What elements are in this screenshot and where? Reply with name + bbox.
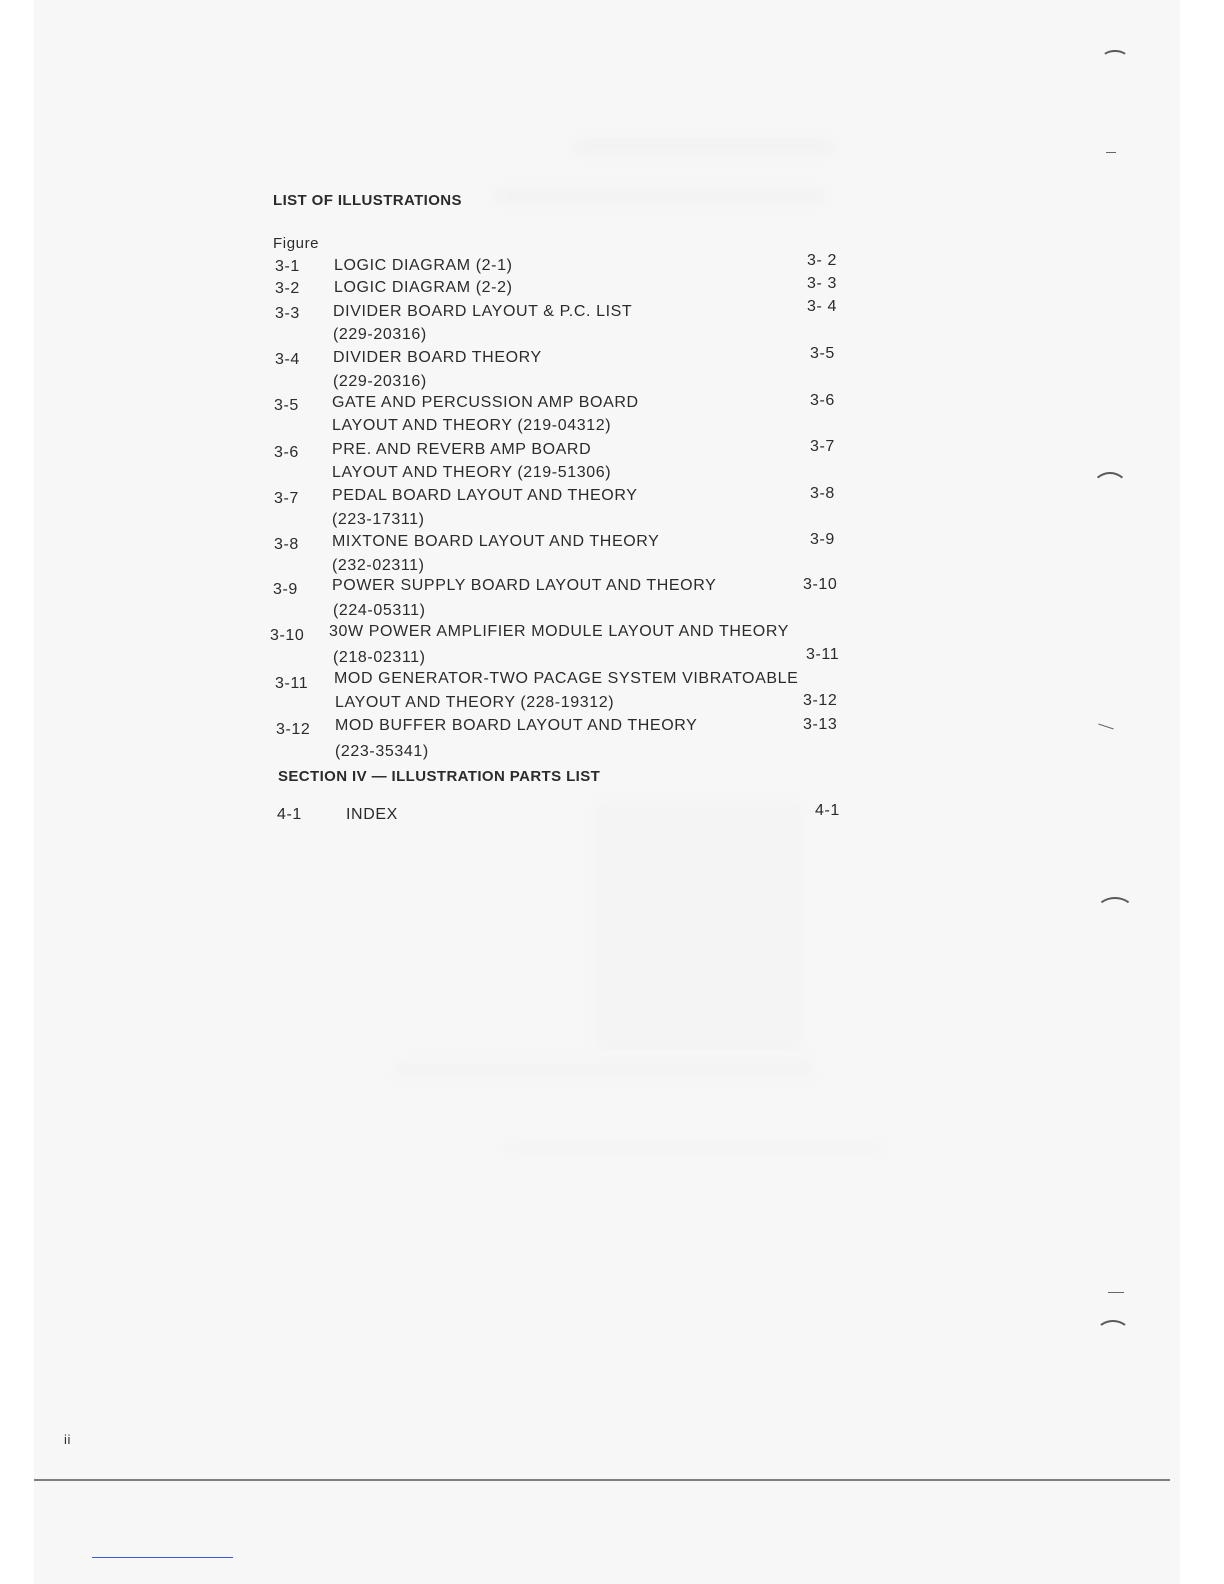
figure-title: LOGIC DIAGRAM (2-2) bbox=[334, 279, 513, 296]
scan-speck bbox=[1098, 724, 1114, 730]
figure-number: 3-11 bbox=[275, 675, 309, 692]
figure-number: 3-6 bbox=[274, 444, 299, 461]
page-title: LIST OF ILLUSTRATIONS bbox=[273, 192, 462, 209]
page-reference: 3-10 bbox=[803, 576, 838, 593]
figure-title: MOD BUFFER BOARD LAYOUT AND THEORY bbox=[335, 717, 698, 734]
figure-title: MIXTONE BOARD LAYOUT AND THEORY bbox=[332, 533, 660, 550]
page-reference: 3- 2 bbox=[807, 252, 837, 269]
figure-title: INDEX bbox=[346, 806, 398, 823]
page-reference: 3-8 bbox=[810, 485, 835, 502]
bottom-rule bbox=[34, 1479, 1170, 1481]
document-page bbox=[34, 0, 1180, 1584]
figure-subtitle: (223-35341) bbox=[335, 743, 429, 760]
page-reference: 3-6 bbox=[810, 392, 835, 409]
figure-title: PRE. AND REVERB AMP BOARD bbox=[332, 441, 592, 458]
bleed-through-block bbox=[594, 800, 804, 1050]
figure-number: 3-2 bbox=[275, 280, 300, 297]
binder-hole-mark bbox=[1096, 897, 1134, 925]
page-reference: 3- 3 bbox=[807, 275, 837, 292]
figure-title: PEDAL BOARD LAYOUT AND THEORY bbox=[332, 487, 638, 504]
figure-number: 3-12 bbox=[276, 721, 311, 738]
figure-title: GATE AND PERCUSSION AMP BOARD bbox=[332, 394, 639, 411]
figure-title: LOGIC DIAGRAM (2-1) bbox=[334, 257, 513, 274]
figure-number: 3-3 bbox=[275, 305, 300, 322]
figure-subtitle: (229-20316) bbox=[333, 373, 427, 390]
figure-number: 4-1 bbox=[277, 806, 302, 823]
page-reference: 3-7 bbox=[810, 438, 835, 455]
blue-underline-rule bbox=[92, 1557, 233, 1558]
figure-subtitle: (218-02311) bbox=[333, 649, 426, 666]
figure-number: 3-5 bbox=[274, 397, 299, 414]
figure-subtitle: (224-05311) bbox=[333, 602, 426, 619]
page-reference: 3-11 bbox=[806, 646, 840, 663]
scan-speck bbox=[1108, 1292, 1124, 1293]
page-number: ii bbox=[64, 1432, 71, 1447]
figure-number: 3-7 bbox=[274, 490, 299, 507]
bleed-through-band bbox=[574, 140, 834, 154]
page-reference: 3-9 bbox=[810, 531, 835, 548]
binder-hole-mark bbox=[1096, 1320, 1130, 1346]
scan-speck bbox=[1106, 152, 1116, 153]
figure-number: 3-4 bbox=[275, 351, 300, 368]
page-reference: 4-1 bbox=[815, 802, 840, 819]
figure-number: 3-10 bbox=[270, 627, 305, 644]
figure-subtitle: LAYOUT AND THEORY (228-19312) bbox=[335, 694, 615, 711]
page-reference: 3-5 bbox=[810, 345, 835, 362]
figure-subtitle: LAYOUT AND THEORY (219-51306) bbox=[332, 464, 612, 481]
figure-title: 30W POWER AMPLIFIER MODULE LAYOUT AND THEORY bbox=[329, 623, 789, 640]
bleed-through-band bbox=[394, 1060, 814, 1080]
binder-hole-mark bbox=[1101, 50, 1129, 68]
page-reference: 3-13 bbox=[803, 716, 838, 733]
figure-subtitle: (223-17311) bbox=[332, 511, 425, 528]
figure-title: DIVIDER BOARD LAYOUT & P.C. LIST bbox=[333, 303, 633, 320]
figure-subtitle: (232-02311) bbox=[332, 557, 425, 574]
figure-subtitle: LAYOUT AND THEORY (219-04312) bbox=[332, 417, 612, 434]
page-reference: 3- 4 bbox=[807, 298, 837, 315]
binder-hole-mark bbox=[1092, 472, 1128, 504]
figure-number: 3-9 bbox=[273, 581, 298, 598]
figure-title: POWER SUPPLY BOARD LAYOUT AND THEORY bbox=[332, 577, 717, 594]
figure-column-header: Figure bbox=[273, 235, 320, 252]
section-heading: SECTION IV — ILLUSTRATION PARTS LIST bbox=[278, 768, 601, 785]
figure-number: 3-1 bbox=[275, 258, 300, 275]
page-reference: 3-12 bbox=[803, 692, 838, 709]
figure-subtitle: (229-20316) bbox=[333, 326, 427, 343]
figure-title: DIVIDER BOARD THEORY bbox=[333, 349, 542, 366]
bleed-through-band bbox=[494, 190, 824, 202]
figure-title: MOD GENERATOR-TWO PACAGE SYSTEM VIBRATOABLE bbox=[334, 670, 799, 687]
bleed-through-band bbox=[504, 1140, 884, 1156]
figure-number: 3-8 bbox=[274, 536, 299, 553]
